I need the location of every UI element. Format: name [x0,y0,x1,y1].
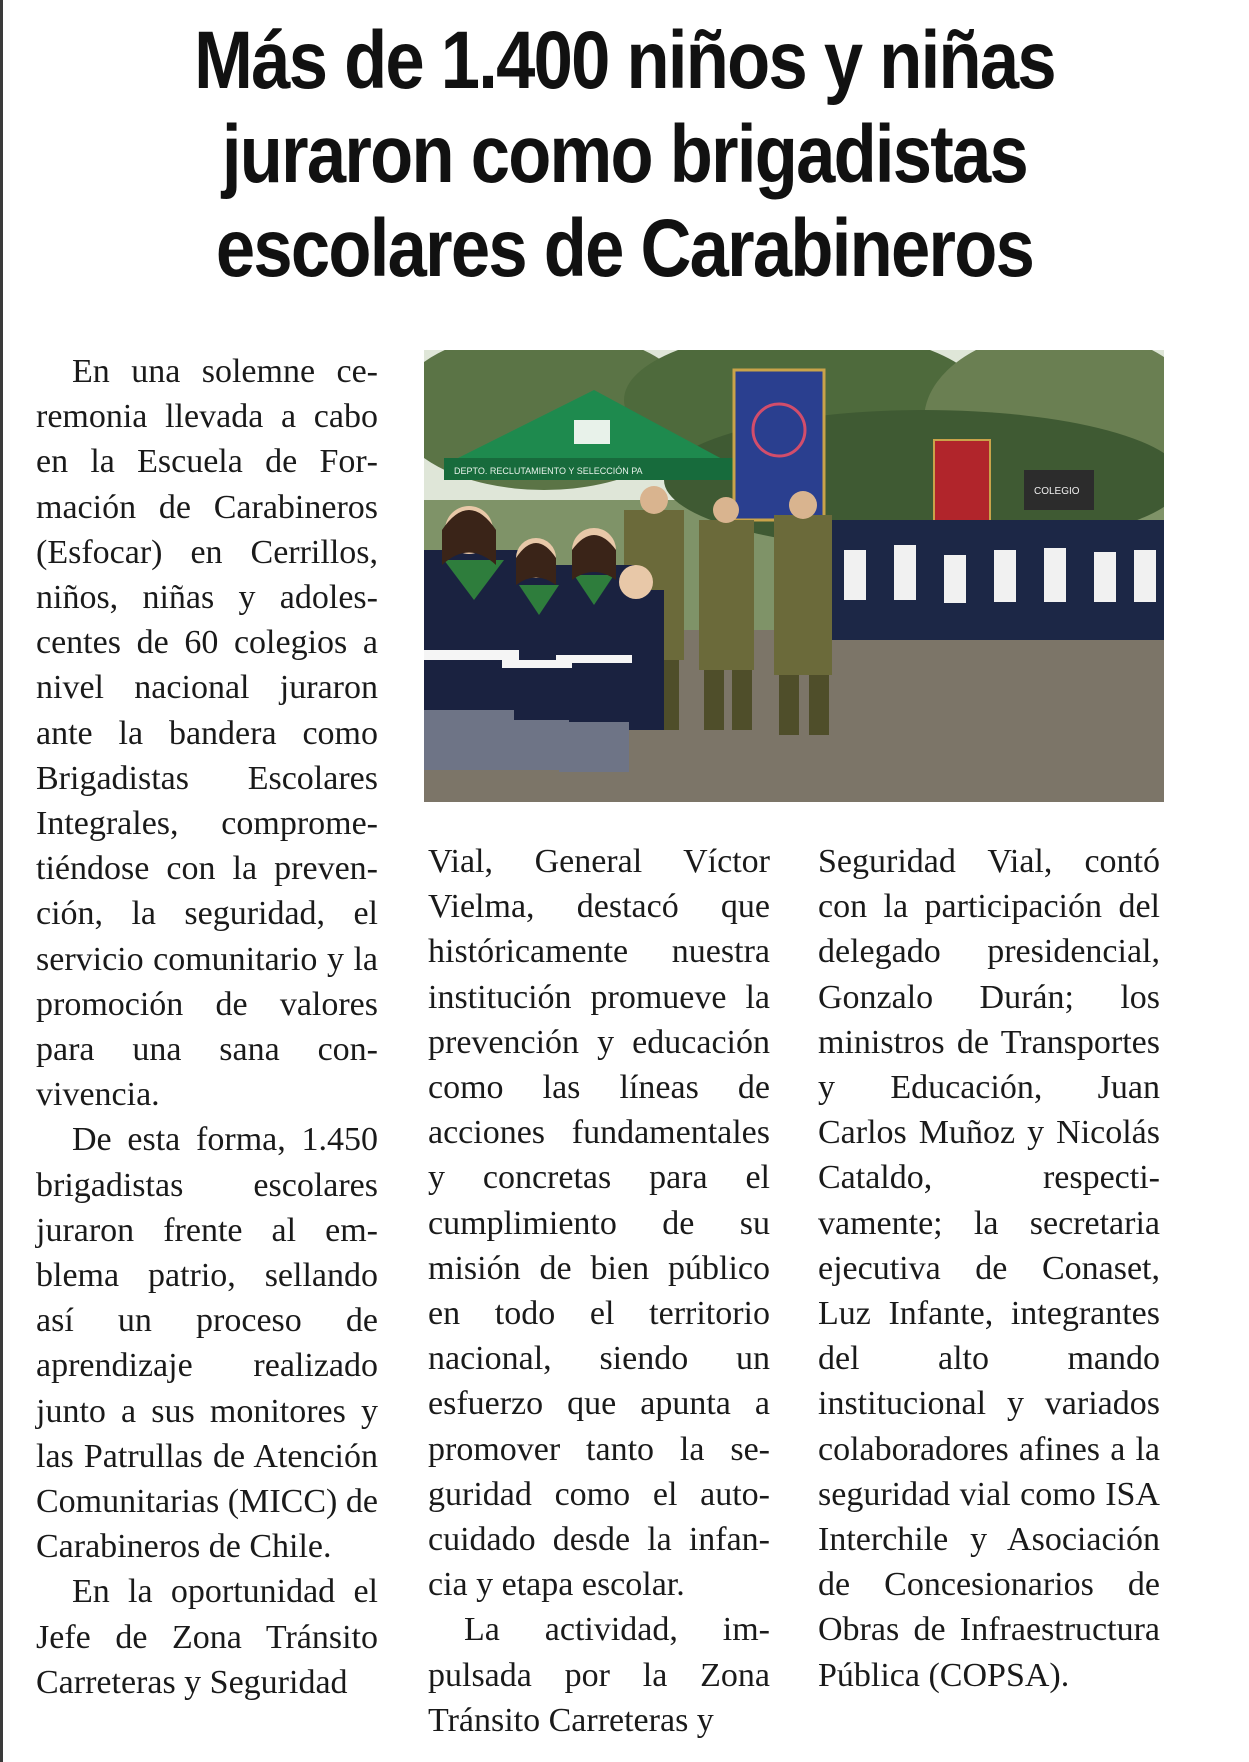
article-column-2 [428,839,770,1743]
page-left-border [0,0,3,1762]
article-column-1 [36,349,378,1705]
headline-line-3: escolares de Carabineros [215,203,1034,294]
ceremony-photo [424,350,1164,802]
paragraph: De esta forma, 1.450 brigadistas escolares juraron frente al emblema patrio, sellando así un proceso de aprendizaje realizado junto a sus monitores y las Patrullas de Atención Comunitarias (MICC) de Carabineros de Chile. [36,1121,378,1566]
headline [122,14,1127,296]
paragraph: En una solemne ceremonia llevada a cabo en la Escuela de Formación de Carabineros (Esfocar) en Cerrillos, niños, niñas y adolescentes de 60 colegios a nivel nacional juraron ante la bandera como Brigadistas Escolares Integrales, comprometiéndose con la prevención, la seguridad, el servicio comunitario y la promoción de valores para una sana convivencia. [36,353,378,1114]
tent-banner-text: DEPTO. RECLUTAMIENTO Y SELECCIÓN PA [454,466,643,476]
article-column-3 [818,839,1160,1698]
paragraph: La actividad, impulsada por la Zona Tránsito Carreteras y [428,1611,770,1739]
headline-line-1: Más de 1.400 niños y niñas [194,15,1055,106]
paragraph: En la oportunidad el Jefe de Zona Tránsito Carreteras y Seguridad [36,1573,378,1701]
colegio-sign-text: COLEGIO [1034,486,1080,497]
paragraph: Vial, General Víctor Vielma, destacó que históricamente nuestra institución promueve la prevención y educación como las líneas de acciones fundamentales y concretas para el cumplimiento de su misión de bien público en todo el territorio nacional, siendo un esfuerzo que apunta a promover tanto la seguridad como el autocuidado desde la infancia y etapa escolar. [428,843,770,1604]
paragraph: Seguridad Vial, contó con la participación del delegado presidencial, Gonzalo Durán; los ministros de Transportes y Educación, Juan Carlos Muñoz y Nicolás Cataldo, respectivamente; la secretaria ejecutiva de Conaset, Luz Infante, integrantes del alto mando institucional y variados colaboradores afines a la seguridad vial como ISA Interchile y Asociación de Concesionarios de Obras de Infraestructura Pública (COPSA). [818,843,1160,1694]
headline-line-2: juraron como brigadistas [221,109,1028,200]
